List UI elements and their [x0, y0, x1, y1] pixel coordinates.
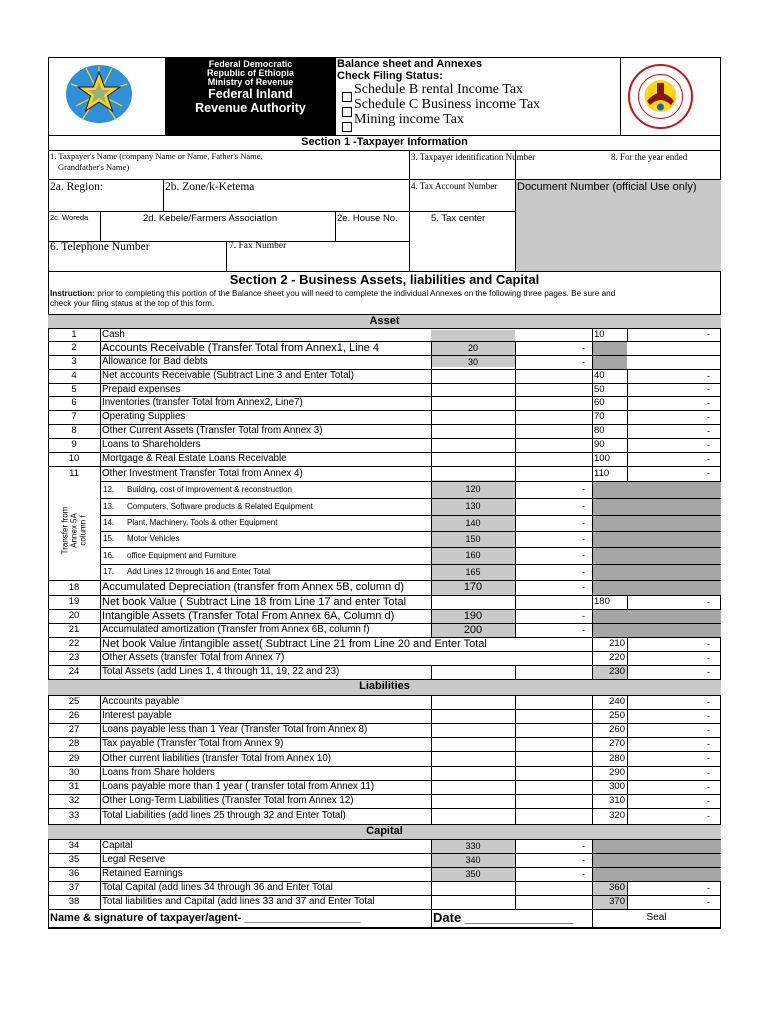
line-label: Interest payable — [102, 710, 172, 722]
line-number: 31 — [68, 781, 80, 792]
line-label: Total Assets (add Lines 1, 4 through 11, 19, 22 and 23) — [102, 666, 340, 678]
code-350: 350 — [465, 868, 481, 879]
line-number: 10 — [68, 453, 80, 464]
section2-title: Section 2 - Business Assets, liabilities and Capital — [229, 272, 540, 287]
schedule-c-label: Schedule C Business income Tax — [354, 97, 541, 112]
code-240: 240 — [609, 696, 625, 708]
line-number: 5 — [71, 383, 77, 395]
code-280: 280 — [609, 752, 625, 764]
line-number: 20 — [68, 610, 80, 621]
line-number: 29 — [68, 752, 80, 764]
line-number: 13. — [103, 501, 115, 511]
line-number: 24 — [68, 666, 80, 677]
amount-cell[interactable]: - — [707, 397, 710, 408]
instruction-line-2: check your filing status at the top of this form. — [50, 298, 215, 308]
amount-cell[interactable]: - — [707, 896, 710, 907]
line-label: Net accounts Receivable (Subtract Line 3 and Enter Total) — [102, 370, 354, 382]
taxpayer-name-label: 1. Taxpayer's Name (company Name or Name, Father's Name, — [50, 151, 263, 161]
tin-label: 3. Taxpayer identification Number — [411, 152, 536, 162]
line-number: 32 — [68, 795, 80, 806]
line-number: 15. — [103, 534, 115, 543]
line-label: office Equipment and Furniture — [127, 550, 237, 560]
amount-cell[interactable]: - — [707, 781, 710, 792]
line-number: 26 — [68, 710, 80, 721]
line-label: Accounts payable — [102, 696, 180, 708]
amount-cell[interactable]: - — [707, 795, 710, 806]
amount-cell[interactable]: - — [707, 882, 710, 893]
amount-cell[interactable]: - — [707, 810, 710, 821]
check-filing-label: Check Filing Status: — [337, 70, 443, 82]
line-number: 34 — [68, 840, 80, 851]
line-label: Loans payable less than 1 Year (Transfer Total from Annex 8) — [102, 724, 368, 736]
line-number: 38 — [68, 896, 80, 907]
line-number: 16. — [103, 550, 115, 560]
line-number: 22 — [68, 638, 80, 649]
authority-line-1: Federal Inland — [208, 87, 293, 101]
fax-label: 7. Fax Number — [229, 241, 287, 251]
line-label: Add Lines 12 through 16 and Enter Total — [127, 567, 271, 576]
line-label: Loans to Shareholders — [102, 439, 201, 451]
code-160: 160 — [465, 550, 481, 560]
line-number: 21 — [68, 624, 80, 635]
shaded-cell — [592, 839, 721, 881]
mining-checkbox[interactable] — [342, 122, 352, 132]
amount-cell[interactable]: - — [582, 868, 585, 879]
line-label: Total Liabilities (add lines 25 through 32 and Enter Total) — [102, 810, 346, 822]
amount-cell[interactable]: - — [582, 533, 585, 544]
transfer-note-line: Annex 5A — [69, 513, 79, 548]
line-label: Total Capital (add lines 34 through 36 and Enter Total — [102, 882, 333, 894]
section-header-capital: Capital — [366, 825, 403, 837]
line-label: Loans from Share holders — [102, 767, 215, 779]
transfer-note — [48, 481, 100, 580]
line-number: 19 — [68, 596, 80, 607]
amount-cell[interactable]: - — [582, 342, 585, 353]
section-header-asset: Asset — [369, 315, 400, 327]
amount-cell[interactable]: - — [707, 696, 710, 707]
code-70: 70 — [594, 411, 605, 423]
code-370: 370 — [609, 896, 625, 908]
line-number: 6 — [71, 397, 77, 408]
amount-cell[interactable]: - — [582, 566, 585, 577]
amount-cell[interactable]: - — [707, 724, 710, 735]
amount-cell[interactable]: - — [707, 425, 710, 436]
amount-cell[interactable]: - — [707, 453, 710, 464]
code-190: 190 — [463, 609, 483, 622]
code-100: 100 — [594, 453, 610, 465]
schedule-b-label: Schedule B rental Income Tax — [354, 82, 524, 97]
line-label: Allowance for Bad debts — [102, 356, 208, 368]
code-220: 220 — [609, 652, 625, 664]
amount-cell[interactable]: - — [707, 666, 710, 677]
line-label: Net book Value /intangible asset( Subtract Line 21 from Line 20 and Enter Total — [102, 637, 487, 650]
amount-cell[interactable]: - — [707, 596, 710, 607]
line-number: 37 — [68, 882, 80, 893]
line-label: Cash — [102, 328, 125, 340]
line-label: Mortgage & Real Estate Loans Receivable — [102, 453, 287, 465]
line-label: Other Assets (transfer Total from Annex 7) — [102, 652, 285, 664]
region-label: 2a. Region: — [50, 181, 104, 193]
amount-cell[interactable]: - — [707, 753, 710, 763]
line-number: 1 — [71, 328, 77, 340]
line-label: Retained Earnings — [102, 868, 183, 880]
line-label: Other Long-Term Liabilities (Transfer Total from Annex 12) — [102, 795, 354, 807]
line-label: Net book Value ( Subtract Line 18 from Line 17 and enter Total — [102, 595, 407, 608]
section-header-liabilities: Liabilities — [359, 680, 410, 692]
code-130: 130 — [465, 501, 481, 511]
authority-line-2: Revenue Authority — [195, 101, 306, 115]
code-230: 230 — [609, 666, 625, 678]
code-90: 90 — [594, 439, 605, 451]
amount-cell[interactable]: - — [707, 411, 710, 422]
code-170: 170 — [463, 581, 483, 593]
line-number: 33 — [68, 810, 80, 821]
code-10: 10 — [594, 328, 605, 340]
line-label: Accumulated Depreciation (transfer from Annex 5B, column d) — [102, 581, 405, 593]
line-number: 17. — [103, 567, 115, 576]
code-120: 120 — [465, 484, 481, 494]
amount-cell[interactable]: - — [582, 854, 585, 865]
seal-label: Seal — [646, 912, 667, 923]
amount-cell[interactable]: - — [707, 384, 710, 394]
line-label: Intangible Assets (Transfer Total From Annex 6A, Column d) — [102, 609, 395, 622]
code-50: 50 — [594, 383, 605, 395]
code-30: 30 — [467, 356, 478, 367]
instruction-line-1: prior to completing this portion of the Balance sheet you will need to complete the individual Annexes on the following three pages. Be sure and — [95, 289, 616, 298]
line-number: 23 — [68, 652, 80, 663]
code-340: 340 — [465, 854, 481, 865]
line-label: Legal Reserve — [102, 854, 166, 866]
schedule-b-checkbox[interactable] — [342, 92, 352, 102]
code-320: 320 — [609, 810, 625, 822]
amount-cell[interactable]: - — [582, 840, 585, 851]
code-300: 300 — [609, 781, 625, 793]
code-200: 200 — [463, 623, 483, 636]
amount-cell[interactable]: - — [582, 517, 585, 528]
line-label: Capital — [102, 840, 133, 852]
line-label: Plant, Machinery, Tools & other Equipment — [127, 518, 278, 527]
year-ended-label: 8. For the year ended — [611, 152, 688, 162]
line-number: 18 — [68, 581, 80, 593]
instruction-label: Instruction: — [50, 289, 96, 298]
tax-account-label: 4. Tax Account Number — [411, 181, 498, 191]
instruction-text — [50, 289, 719, 308]
ethiopia-emblem-icon — [64, 64, 134, 124]
line-number: 3 — [71, 356, 77, 367]
amount-cell[interactable]: - — [582, 624, 585, 635]
amount-cell[interactable]: - — [707, 638, 710, 649]
schedule-c-checkbox[interactable] — [342, 107, 352, 117]
section1-title: Section 1 -Taxpayer Information — [301, 136, 468, 148]
document-number-label: Document Number (official Use only) — [517, 181, 697, 193]
line-number: 2 — [71, 342, 77, 353]
amount-cell[interactable]: - — [582, 501, 585, 511]
line-label: Operating Supplies — [102, 411, 186, 423]
code-330: 330 — [465, 840, 481, 851]
line-label: Total liabilities and Capital (add lines 33 and 37 and Enter Total — [102, 896, 375, 908]
line-label: Building, cost of improvement & reconstruction — [127, 484, 292, 494]
amount-cell[interactable]: - — [707, 710, 710, 721]
code-310: 310 — [609, 795, 625, 807]
line-number: 11 — [69, 467, 79, 479]
amount-cell[interactable]: - — [707, 439, 710, 450]
line-number: 28 — [68, 738, 80, 749]
line-label: Tax payable (Transfer Total from Annex 9) — [102, 738, 284, 750]
line-label: Accounts Receivable (Transfer Total from Annex1, Line 4 — [102, 341, 379, 354]
code-260: 260 — [609, 724, 625, 736]
amount-cell[interactable]: - — [582, 550, 585, 560]
form-title: Balance sheet and Annexes — [337, 58, 483, 70]
line-number: 12. — [103, 484, 115, 494]
code-40: 40 — [594, 370, 605, 382]
line-label: Motor Vehicles — [127, 534, 180, 543]
line-label: Other Current Assets (Transfer Total from Annex 3) — [102, 425, 323, 437]
signature-line[interactable]: Name & signature of taxpayer/agent- ___________________ — [50, 912, 361, 924]
code-20: 20 — [467, 342, 478, 353]
code-140: 140 — [465, 517, 481, 528]
amount-cell[interactable]: - — [707, 652, 710, 663]
code-250: 250 — [609, 710, 625, 722]
line-label: Inventories (transfer Total from Annex2, Line7) — [102, 397, 303, 409]
line-number: 7 — [71, 411, 77, 422]
woreda-label: 2c. Woreda — [50, 213, 89, 222]
line-number: 9 — [71, 439, 77, 450]
amount-cell[interactable]: - — [707, 738, 710, 749]
line-label: Other Investment Transfer Total from Annex 4) — [102, 467, 303, 479]
org-line-2: Republic of Ethiopia — [207, 68, 294, 78]
code-210: 210 — [609, 638, 625, 650]
line-label: Loans payable more than 1 year ( transfer total from Annex 11) — [102, 781, 375, 793]
taxpayer-name-label-2: Grandfather's Name) — [58, 162, 130, 172]
line-label: Other current liabilities (transfer Total from Annex 10) — [102, 752, 332, 764]
amount-cell[interactable]: - — [582, 582, 585, 592]
code-290: 290 — [609, 767, 625, 779]
shaded-cell — [431, 480, 515, 580]
amount-cell[interactable]: - — [582, 484, 585, 494]
code-110: 110 — [594, 467, 610, 479]
code-360: 360 — [609, 882, 625, 894]
house-no-label: 2e. House No. — [337, 213, 398, 224]
code-150: 150 — [465, 533, 481, 544]
amount-cell[interactable]: - — [707, 329, 710, 339]
amount-cell[interactable]: - — [582, 610, 585, 621]
amount-cell[interactable]: - — [582, 356, 585, 367]
kebele-label: 2d. Kebele/Farmers Association — [143, 213, 278, 224]
code-270: 270 — [609, 738, 625, 750]
tax-center-label: 5. Tax center — [431, 213, 486, 224]
line-number: 27 — [68, 724, 80, 735]
amount-cell[interactable]: - — [707, 370, 710, 381]
amount-cell[interactable]: - — [707, 767, 710, 778]
date-line[interactable]: Date _______________ — [433, 910, 574, 925]
transfer-note-line: Transfer from — [60, 506, 70, 555]
line-label: Computers, Software products & Related Equipment — [127, 501, 313, 511]
line-label: Accumulated amortization (Transfer from Annex 6B, column f) — [102, 624, 370, 636]
line-number: 35 — [68, 854, 80, 865]
line-number: 30 — [68, 767, 80, 778]
code-80: 80 — [594, 425, 605, 437]
amount-cell[interactable]: - — [707, 468, 710, 478]
line-number: 8 — [71, 425, 77, 436]
line-number: 4 — [71, 370, 77, 381]
mining-label: Mining income Tax — [354, 112, 464, 127]
code-60: 60 — [594, 397, 605, 409]
org-line-3: Ministry of Revenue — [207, 77, 294, 87]
zone-label: 2b. Zone/k-Ketema — [165, 181, 255, 193]
code-180: 180 — [594, 596, 610, 608]
official-use-area — [516, 180, 721, 271]
line-number: 36 — [68, 868, 80, 879]
code-165: 165 — [465, 566, 481, 577]
line-number: 14. — [103, 518, 115, 527]
telephone-label: 6. Telephone Number — [50, 241, 150, 253]
line-number: 25 — [68, 696, 80, 707]
org-line-1: Federal Democratic — [208, 59, 293, 69]
transfer-note-line: column f — [78, 515, 88, 546]
line-label: Prepaid expenses — [102, 383, 181, 395]
revenue-authority-seal-icon — [627, 63, 694, 130]
